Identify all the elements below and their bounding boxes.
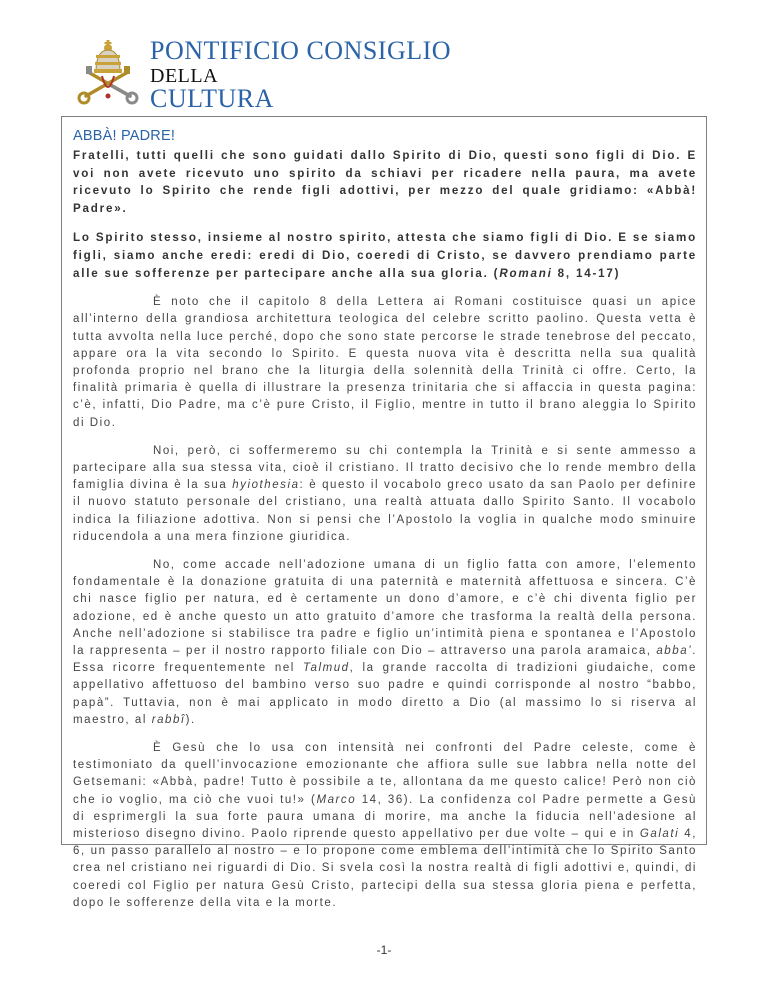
paragraph-1: È noto che il capitolo 8 della Lettera ai Romani costituisce quasi un apice all’interno della grandiosa architettura teologica del celebre scritto paolino. Questa vetta è tutta avvolta nella luce perché, dopo che sono state percorse le strade tenebrose del peccato, appare ora la vita secondo lo Spirito. E questa nuova vita è descritta nella sua qualità profonda proprio nel brano che la liturgia della solennità della Trinità ci offre. Certo, la finalità primaria è quella di illustrare la presenza trinitaria che si affaccia in questa pagina: c’è, infatti, Dio Padre, ma c’è pure Cristo, il Figlio, mentre in tutto il brano aleggia lo Spirito di Dio. bbox=[73, 296, 697, 429]
institution-line-3: CULTURA bbox=[150, 84, 274, 113]
article-title: ABBÀ! PADRE! bbox=[73, 128, 176, 144]
institution-name bbox=[150, 38, 451, 111]
scripture-verse-1: Fratelli, tutti quelli che sono guidati dallo Spirito di Dio, questi sono figli di Dio. E voi non avete ricevuto uno spirito da schiavi per ricadere nella paura, ma avete ricevuto lo Spirito che rende figli adottivi, per mezzo del quale gridiamo: «Abbà! Padre». bbox=[73, 149, 697, 215]
paragraph-3: No, come accade nell’adozione umana di un figlio fatta con amore, l’elemento fondamentale è la donazione gratuita di una paternità e maternità affettuosa e sincera. C’è chi nasce figlio per natura, ed è certamente un dono d’amore, e c’è chi diventa figlio per adozione, ed è anche questo un atto gratuito d’amore che trasforma la realtà della persona. Anche nell’adozione si stabilisce tra padre e figlio un’intimità piena e spontanea e l’Apostolo la rappresenta – per il nostro rapporto filiale con Dio – attraverso una parola aramaica, abba’. Essa ricorre frequentemente nel Talmud, la grande raccolta di tradizioni giudaiche, come appellativo affettuoso del bambino verso suo padre e quindi corrisponde al nostro “babbo, papà”. Tuttavia, non è mai applicato in modo diretto a Dio (al massimo lo si riserva al maestro, al rabbî). bbox=[73, 559, 697, 726]
papal-emblem-icon bbox=[72, 38, 144, 106]
institution-line-1: PONTIFICIO CONSIGLIO bbox=[150, 36, 452, 65]
paragraph-2: Noi, però, ci soffermeremo su chi contempla la Trinità e si sente ammesso a partecipare alla sua stessa vita, cioè il cristiano. Il tratto decisivo che lo rende membro della famiglia divina è la sua hyiothesia: è questo il vocabolo greco usato da san Paolo per definire il nuovo statuto personale del cristiano, una realtà attuata dallo Spirito Santo. Il vocabolo indica la filiazione adottiva. Non si pensi che l’Apostolo la voglia in qualche modo sminuire riducendola a una mera finzione giuridica. bbox=[73, 444, 697, 543]
page-header bbox=[72, 36, 522, 113]
institution-line-2: DELLA bbox=[150, 65, 219, 87]
scripture-reference-book: Romani bbox=[499, 266, 553, 280]
article-body bbox=[73, 128, 697, 923]
scripture-verse-2: Lo Spirito stesso, insieme al nostro spirito, attesta che siamo figli di Dio. E se siamo figli, siamo anche eredi: eredi di Dio, coeredi di Cristo, se davvero prendiamo parte alle sue sofferenze per partecipare anche alla sua gloria. (Romani 8, 14-17) bbox=[73, 231, 697, 280]
paragraph-4: È Gesù che lo usa con intensità nei confronti del Padre celeste, come è testimoniato da quell’invocazione emozionante che affiora sulle sue labbra nella notte del Getsemani: «Abbà, padre! Tutto è possibile a te, allontana da me questo calice! Però non ciò che io voglio, ma ciò che vuoi tu!» (Marco 14, 36). La confidenza col Padre permette a Gesù di esprimergli la sua forte paura umana di morire, ma anche la fiducia nell’adesione al misterioso disegno divino. Paolo riprende questo appellativo per due volte – qui e in Galati 4, 6, un passo parallelo al nostro – e lo propone come emblema dell’intimità che lo Spirito Santo crea nel cristiano nei riguardi di Dio. Si svela così la nostra realtà di figli adottivi e, quindi, di coeredi col Figlio per natura Gesù Cristo, partecipi della sua stessa gloria piena e perfetta, dopo le sofferenze della vita e la morte. bbox=[73, 742, 698, 909]
page-number: -1- bbox=[376, 943, 392, 957]
